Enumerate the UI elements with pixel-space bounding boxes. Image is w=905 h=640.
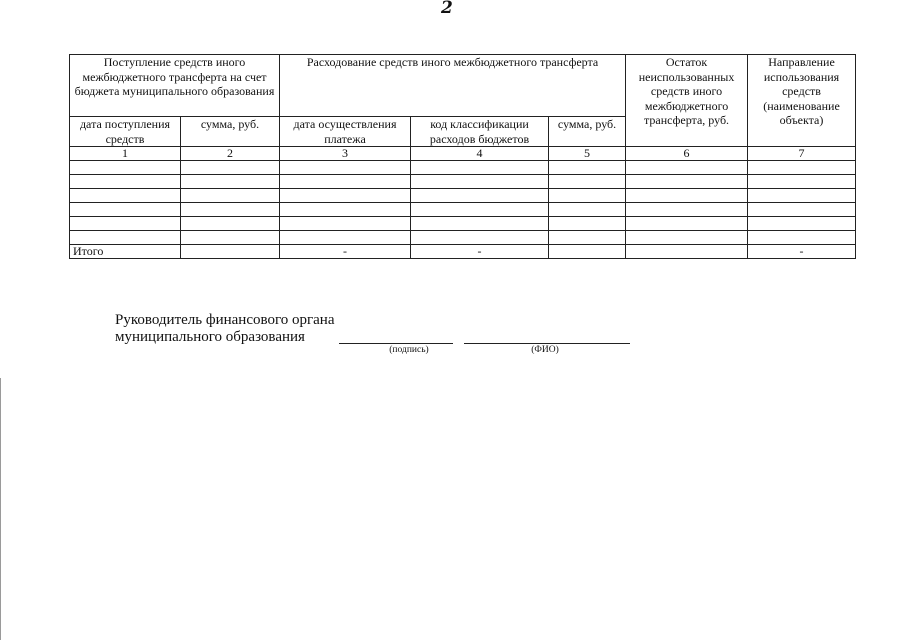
total-row <box>70 245 856 259</box>
signatory-label <box>115 312 335 346</box>
table-row <box>70 203 856 217</box>
signature-line <box>339 343 453 344</box>
name-caption: (ФИО) <box>531 345 559 355</box>
transfer-report-table <box>69 54 856 259</box>
subheader-budget-code: код классификации расходов бюджетов <box>411 117 549 147</box>
total-col7: - <box>748 245 856 259</box>
total-col4: - <box>411 245 549 259</box>
signatory-label-line1: Руководитель финансового органа <box>115 312 335 328</box>
column-number: 7 <box>748 147 856 161</box>
header-spending: Расходование средств иного межбюджетного трансферта <box>280 55 626 117</box>
column-number: 2 <box>181 147 280 161</box>
header-direction: Направление использования средств (наименование объекта) <box>748 55 856 147</box>
page-number: 2 <box>441 0 453 18</box>
signatory-label-line2: муниципального образования <box>115 329 305 345</box>
table-row <box>70 231 856 245</box>
table-row <box>70 161 856 175</box>
column-number: 4 <box>411 147 549 161</box>
column-number: 1 <box>70 147 181 161</box>
table-header-row <box>70 55 856 117</box>
subheader-receipt-date: дата поступления средств <box>70 117 181 147</box>
table-row <box>70 189 856 203</box>
signature-caption: (подпись) <box>389 345 429 355</box>
total-col3: - <box>280 245 411 259</box>
subheader-receipt-sum: сумма, руб. <box>181 117 280 147</box>
table-row <box>70 175 856 189</box>
name-line <box>464 343 630 344</box>
subheader-spending-sum: сумма, руб. <box>549 117 626 147</box>
total-label: Итого <box>70 245 181 259</box>
column-number: 3 <box>280 147 411 161</box>
header-receipt: Поступление средств иного межбюджетного трансферта на счет бюджета муниципального образования <box>70 55 280 117</box>
column-number: 5 <box>549 147 626 161</box>
header-remainder: Остаток неиспользованных средств иного межбюджетного трансферта, руб. <box>626 55 748 147</box>
column-number: 6 <box>626 147 748 161</box>
table-row <box>70 217 856 231</box>
scan-edge-line <box>0 378 1 640</box>
column-number-row <box>70 147 856 161</box>
subheader-payment-date: дата осуществления платежа <box>280 117 411 147</box>
